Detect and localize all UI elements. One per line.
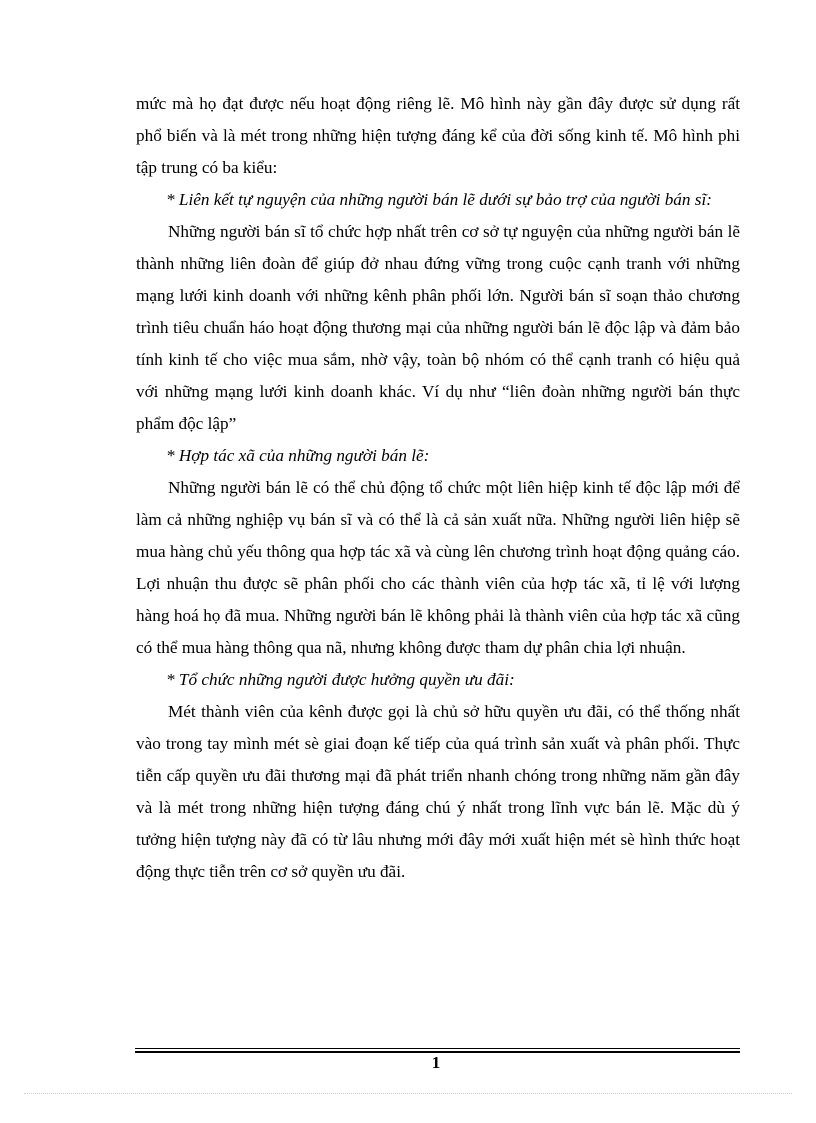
paragraph-franchise: Mét thành viên của kênh được gọi là chủ sở hữu quyền ưu đãi, có thể thống nhất vào trong tay mình mét sè giai đoạn kế tiếp của quá trình sản xuất và phân phối. Thực tiễn cấp quyền ưu đãi thương mại đã phát triển nhanh chóng trong những năm gần đây và là mét trong những hiện tượng đáng chú ý nhất trong lĩnh vực bán lẽ. Mặc dù ý tưởng hiện tượng này đã có từ lâu nhưng mới đây mới xuất hiện mét sè hình thức hoạt động thực tiễn trên cơ sở quyền ưu đãi. (136, 702, 740, 881)
page-boundary (24, 1093, 792, 1094)
paragraph-wholesaler: Những người bán sĩ tổ chức hợp nhất trên cơ sở tự nguyện của những người bán lẽ thành những liên đoàn để giúp đở nhau đứng vững trong cuộc cạnh tranh với những mạng lưới kinh doanh với những kênh phân phối lớn. Người bán sĩ soạn thảo chương trình tiêu chuẩn háo hoạt động thương mại của những người bán lẽ độc lập và đảm bảo tính kinh tế cho việc mua sắm, nhờ vậy, toàn bộ nhóm có thể cạnh tranh có hiệu quả với những mạng lưới kinh doanh khác. Ví dụ như “liên đoàn những người bán thực phẩm độc lập” (136, 222, 740, 433)
section-heading-franchise: * Tổ chức những người được hưởng quyền ưu đãi: (166, 670, 515, 689)
paragraph-cooperative: Những người bán lẽ có thể chủ động tổ chức một liên hiệp kinh tế độc lập mới để làm cả những nghiệp vụ bán sĩ và có thể là cả sản xuất nữa. Những người liên hiệp sẽ mua hàng chủ yếu thông qua hợp tác xã và cùng lên chương trình hoạt động quảng cáo. Lợi nhuận thu được sẽ phân phối cho các thành viên của hợp tác xã, tỉ lệ với lượng hàng hoá họ đã mua. Những người bán lẽ không phải là thành viên của hợp tác xã cũng có thể mua hàng thông qua nã, nhưng không được tham dự phân chia lợi nhuận. (136, 478, 740, 657)
paragraph-continuation: mức mà họ đạt được nếu hoạt động riêng lẽ. Mô hình này gần đây được sử dụng rất phổ biến và là mét trong những hiện tượng đáng kể của đời sống kinh tế. Mô hình phi tập trung có ba kiểu: (136, 94, 740, 177)
footer-rule-thin (135, 1048, 740, 1049)
page-number: 1 (431, 1053, 441, 1072)
section-heading-voluntary-chain: * Liên kết tự nguyện của những người bán lẽ dưới sự bảo trợ của người bán sĩ: (166, 190, 712, 209)
body-text (136, 88, 740, 888)
section-heading-cooperative: * Hợp tác xã của những người bán lẽ: (166, 446, 430, 465)
